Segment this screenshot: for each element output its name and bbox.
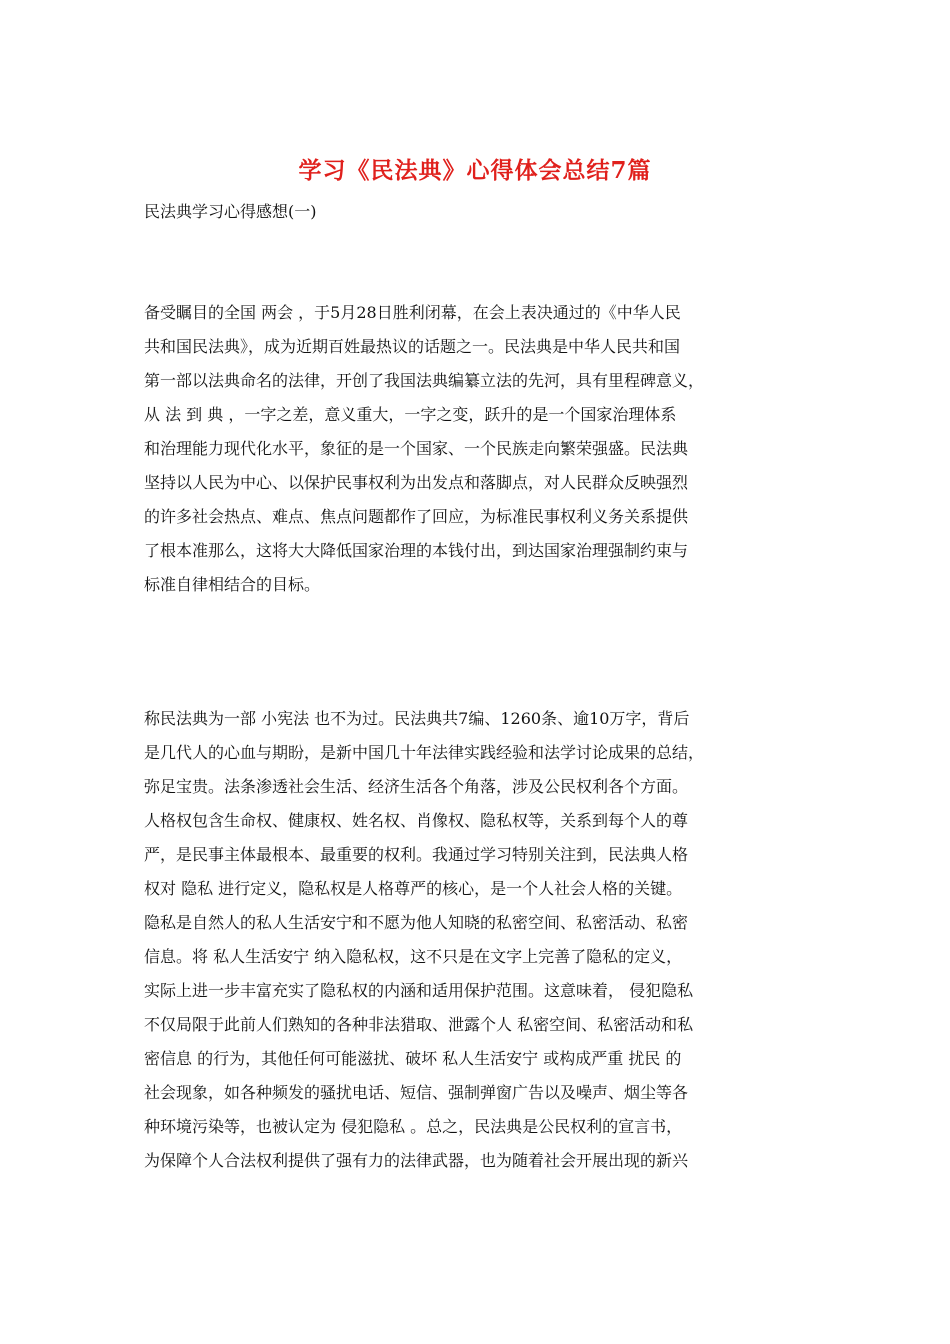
text-line: 人格权包含生命权、健康权、姓名权、肖像权、隐私权等，关系到每个人的尊 [144,811,689,830]
text-line: 了根本准那么，这将大大降低国家治理的本钱付出，到达国家治理强制约束与 [144,541,689,560]
text-line: 第一部以法典命名的法律，开创了我国法典编纂立法的先河，具有里程碑意义， [144,371,705,390]
text-line: 弥足宝贵。法条渗透社会生活、经济生活各个角落，涉及公民权利各个方面。 [144,777,689,796]
text-line: 是几代人的心血与期盼，是新中国几十年法律实践经验和法学讨论成果的总结， [144,743,705,762]
text-line: 备受瞩目的全国 两会 ，于5月28日胜利闭幕，在会上表决通过的《中华人民 [144,303,681,322]
text-line: 种环境污染等，也被认定为 侵犯隐私 。总之，民法典是公民权利的宣言书， [144,1117,683,1136]
text-line: 权对 隐私 进行定义，隐私权是人格尊严的核心，是一个人社会人格的关键。 [144,879,683,898]
text-line: 的许多社会热点、难点、焦点问题都作了回应，为标准民事权利义务关系提供 [144,507,689,526]
text-line: 密信息 的行为，其他任何可能滋扰、破坏 私人生活安宁 或构成严重 扰民 的 [144,1049,682,1068]
text-line: 从 法 到 典 ，一字之差，意义重大，一字之变，跃升的是一个国家治理体系 [144,405,677,424]
text-line: 信息。将 私人生活安宁 纳入隐私权，这不只是在文字上完善了隐私的定义， [144,947,683,966]
section-subtitle: 民法典学习心得感想(一) [144,202,317,221]
text-line: 实际上进一步丰富充实了隐私权的内涵和适用保护范围。这意味着， 侵犯隐私 [144,981,694,1000]
document-title: 学习《民法典》心得体会总结7篇 [298,157,652,184]
text-line: 严，是民事主体最根本、最重要的权利。我通过学习特别关注到，民法典人格 [144,845,689,864]
text-line: 共和国民法典》，成为近期百姓最热议的话题之一。民法典是中华人民共和国 [144,337,681,356]
paragraph-2 [144,702,810,1178]
text-line: 坚持以人民为中心、以保护民事权利为出发点和落脚点，对人民群众反映强烈 [144,473,689,492]
text-line: 标准自律相结合的目标。 [144,575,321,594]
text-line: 隐私是自然人的私人生活安宁和不愿为他人知晓的私密空间、私密活动、私密 [144,913,689,932]
text-line: 不仅局限于此前人们熟知的各种非法猎取、泄露个人 私密空间、私密活动和私 [144,1015,694,1034]
text-line: 和治理能力现代化水平，象征的是一个国家、一个民族走向繁荣强盛。民法典 [144,439,689,458]
paragraph-1 [144,296,810,602]
text-line: 社会现象，如各种频发的骚扰电话、短信、强制弹窗广告以及噪声、烟尘等各 [144,1083,689,1102]
text-line: 称民法典为一部 小宪法 也不为过。民法典共7编、1260条、逾10万字，背后 [144,709,690,728]
text-line: 为保障个人合法权利提供了强有力的法律武器，也为随着社会开展出现的新兴 [144,1151,689,1170]
